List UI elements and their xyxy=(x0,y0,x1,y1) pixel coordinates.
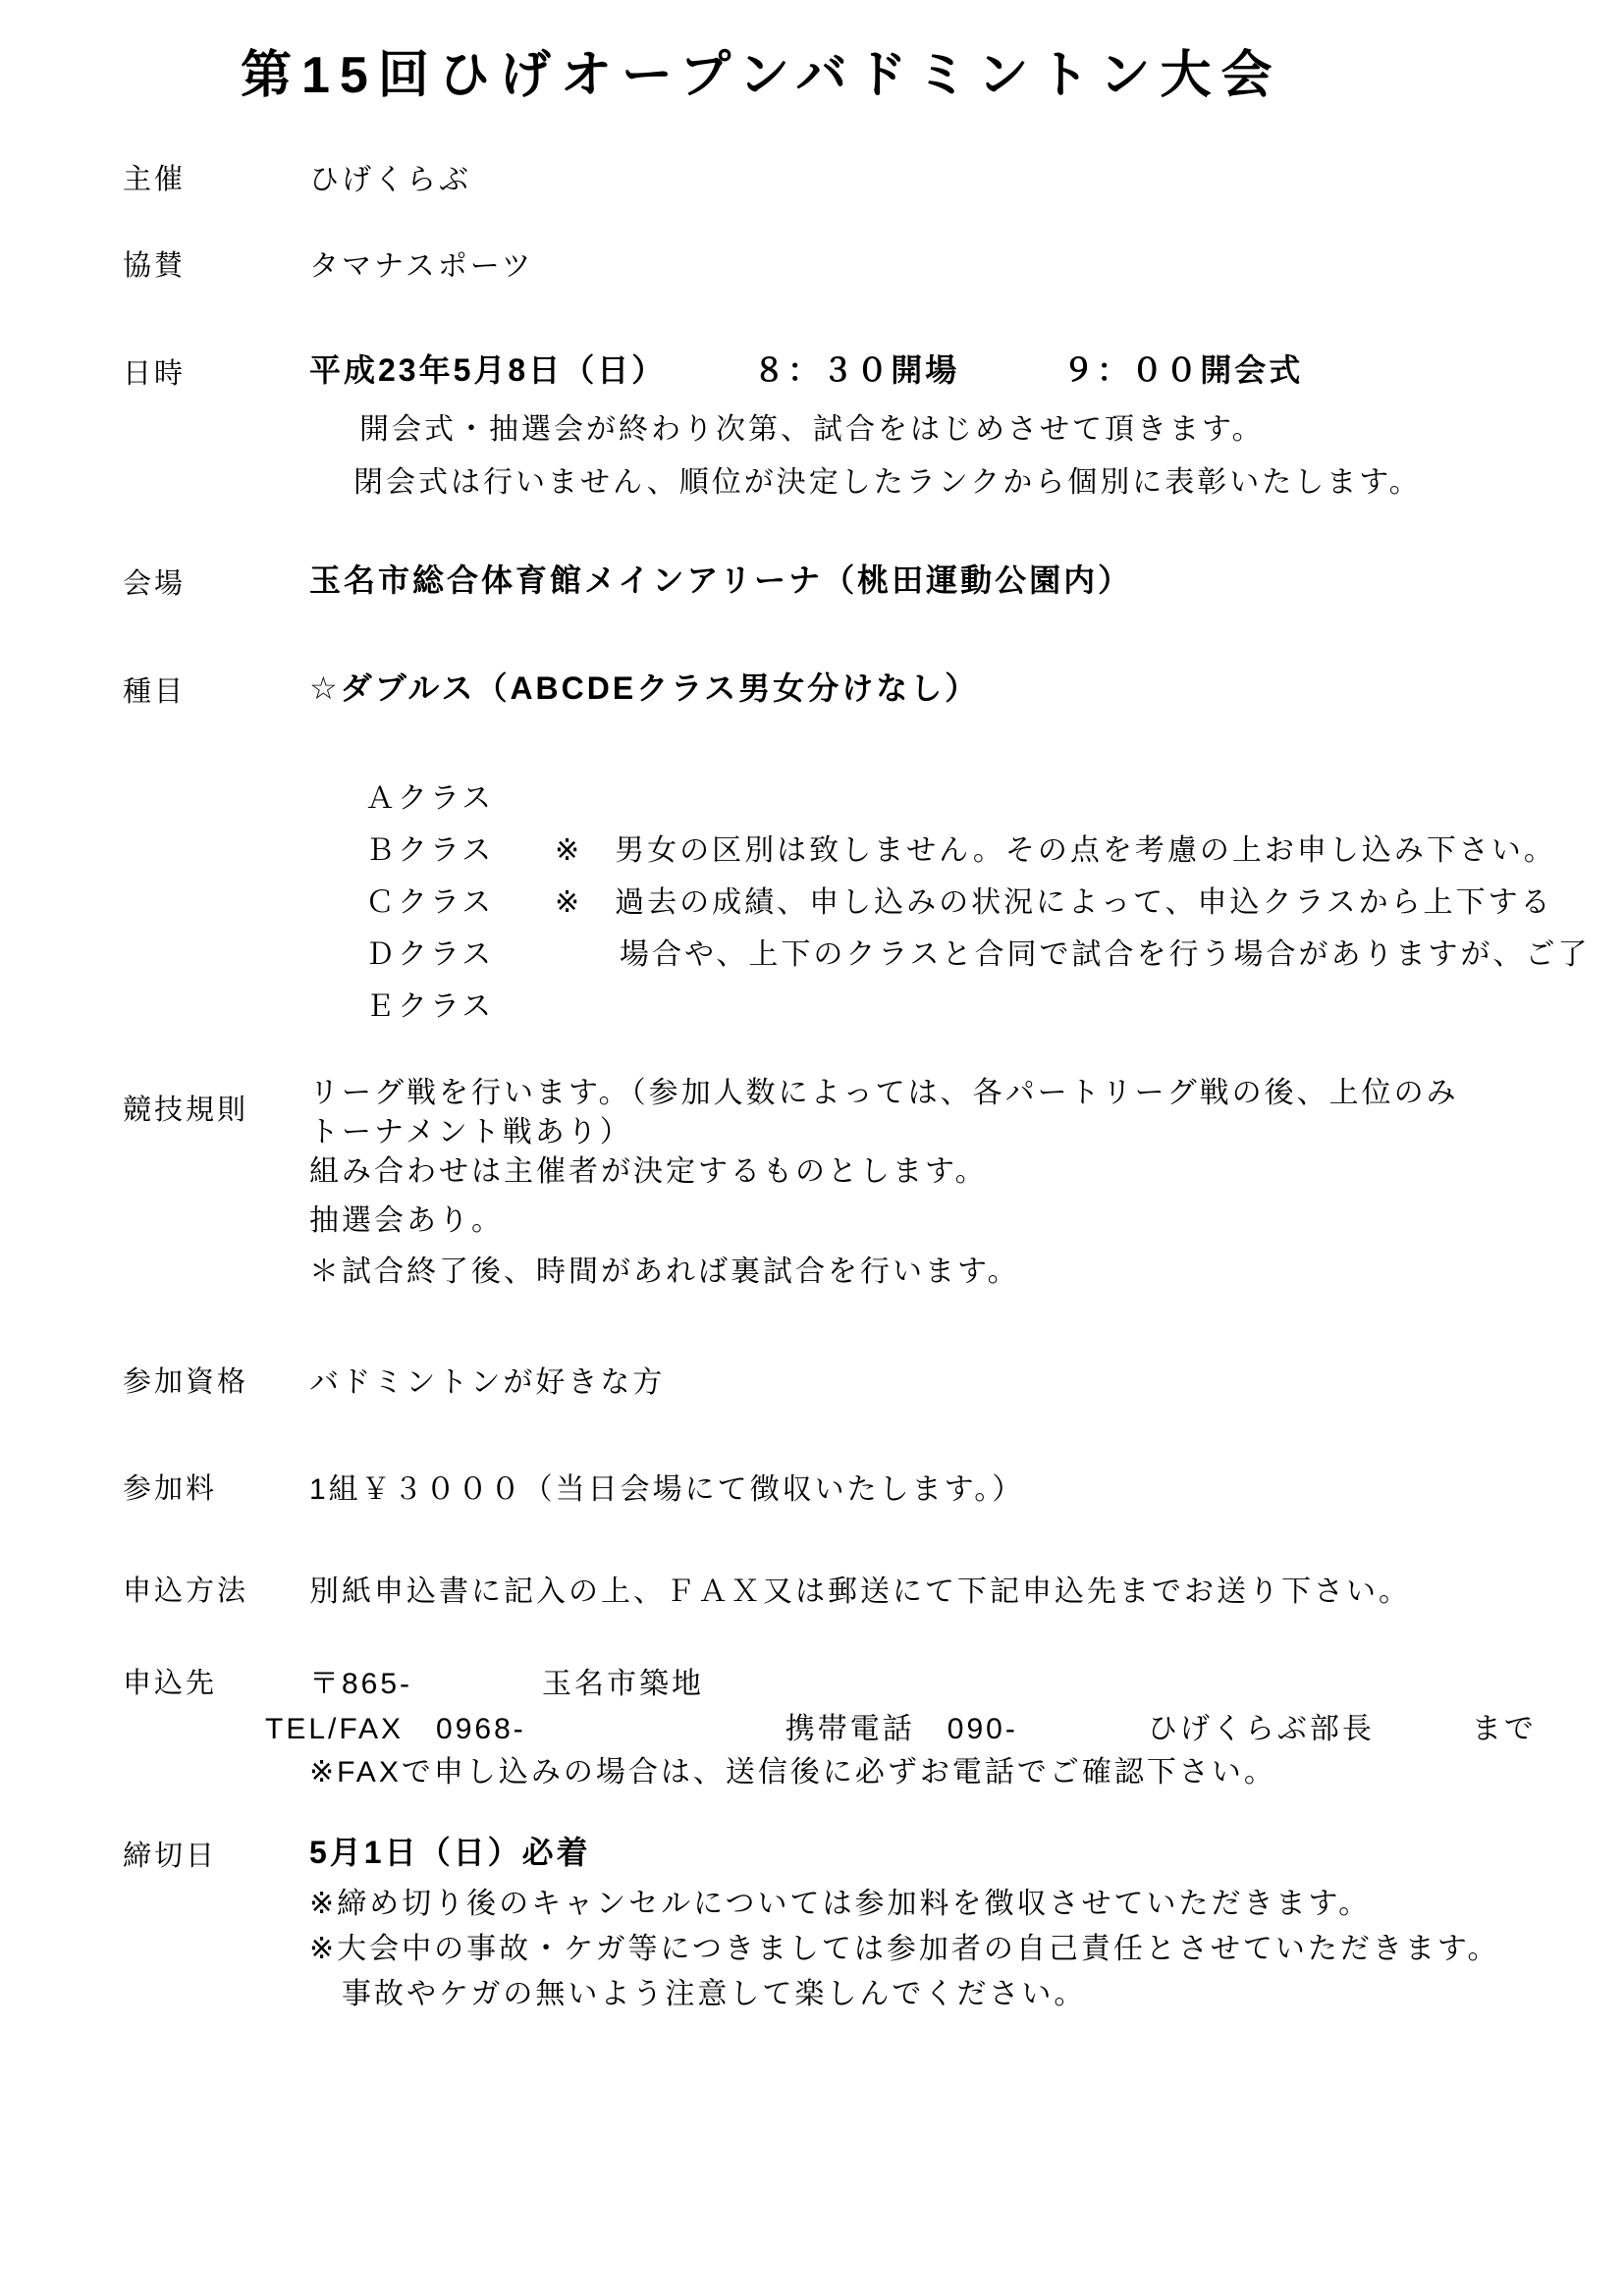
class-d-note: 場合や、上下のクラスと合同で試合を行う場合がありますが、ご了 xyxy=(555,938,1591,971)
label-venue: 会場 xyxy=(123,568,187,600)
class-c-name: Ｃクラス xyxy=(365,886,495,919)
label-deadline: 締切日 xyxy=(123,1841,218,1872)
venue-value: 玉名市総合体育館メインアリーナ（桃田運動公園内） xyxy=(309,562,1133,598)
label-sponsor: 協賛 xyxy=(123,250,187,282)
label-fee: 参加料 xyxy=(123,1473,218,1505)
datetime-note-1: 開会式・抽選会が終わり次第、試合をはじめさせて頂きます。 xyxy=(359,413,1265,446)
apply-method-value: 別紙申込書に記入の上、ＦＡＸ又は郵送にて下記申込先までお送り下さい。 xyxy=(309,1575,1411,1608)
apply-address-line-3: ※FAXで申し込みの場合は、送信後に必ずお電話でご確認下さい。 xyxy=(309,1756,1276,1789)
class-a-name: Ａクラス xyxy=(365,782,495,815)
rules-line-2: トーナメント戦あり） xyxy=(309,1116,632,1148)
apply-address-line-2: TEL/FAX 0968- 携帯電話 090- ひげくらぶ部長 まで xyxy=(265,1713,1537,1745)
label-event-type: 種目 xyxy=(123,676,187,708)
rules-line-4: 抽選会あり。 xyxy=(309,1204,504,1237)
datetime-value: 平成23年5月8日（日） ８：３０開場 ９：００開会式 xyxy=(309,352,1304,388)
label-apply-method: 申込方法 xyxy=(123,1575,249,1607)
deadline-value: 5月1日（日）必着 xyxy=(309,1835,591,1870)
label-datetime: 日時 xyxy=(123,358,187,390)
event-type-value: ☆ダブルス（ABCDEクラス男女分けなし） xyxy=(309,670,980,706)
organizer-value: ひげくらぶ xyxy=(309,164,471,196)
deadline-note-1: ※締め切り後のキャンセルについては参加料を徴収させていただきます。 xyxy=(309,1888,1372,1920)
class-c-note: ※ 過去の成績、申し込みの状況によって、申込クラスから上下する xyxy=(555,886,1553,919)
fee-value: 1組￥３０００（当日会場にて徴収いたします。） xyxy=(309,1473,1025,1506)
apply-address-line-1: 〒865- 玉名市築地 xyxy=(309,1668,705,1700)
rules-line-1: リーグ戦を行います。（参加人数によっては、各パートリーグ戦の後、上位のみ xyxy=(309,1077,1459,1109)
label-organizer: 主催 xyxy=(123,164,187,195)
class-b-note: ※ 男女の区別は致しません。その点を考慮の上お申し込み下さい。 xyxy=(555,834,1556,867)
label-eligibility: 参加資格 xyxy=(123,1366,249,1398)
page-title: 第15回ひげオープンバドミントン大会 xyxy=(241,47,1282,104)
deadline-note-2: ※大会中の事故・ケガ等につきましては参加者の自己責任とさせていただきます。 xyxy=(309,1933,1500,1965)
eligibility-value: バドミントンが好きな方 xyxy=(309,1366,666,1399)
class-b-name: Ｂクラス xyxy=(365,834,495,867)
sponsor-value: タマナスポーツ xyxy=(309,250,534,283)
deadline-note-3: 事故やケガの無いよう注意して楽しんでください。 xyxy=(309,1978,1087,2010)
class-e-name: Ｅクラス xyxy=(365,990,495,1023)
datetime-note-2: 閉会式は行いません、順位が決定したランクから個別に表彰いたします。 xyxy=(353,466,1422,499)
class-d-name: Ｄクラス xyxy=(365,938,495,971)
rules-line-5: ＊試合終了後、時間があれば裏試合を行います。 xyxy=(309,1255,1020,1288)
label-apply-address: 申込先 xyxy=(123,1668,218,1699)
rules-line-3: 組み合わせは主催者が決定するものとします。 xyxy=(309,1155,988,1188)
label-rules: 競技規則 xyxy=(123,1095,249,1126)
